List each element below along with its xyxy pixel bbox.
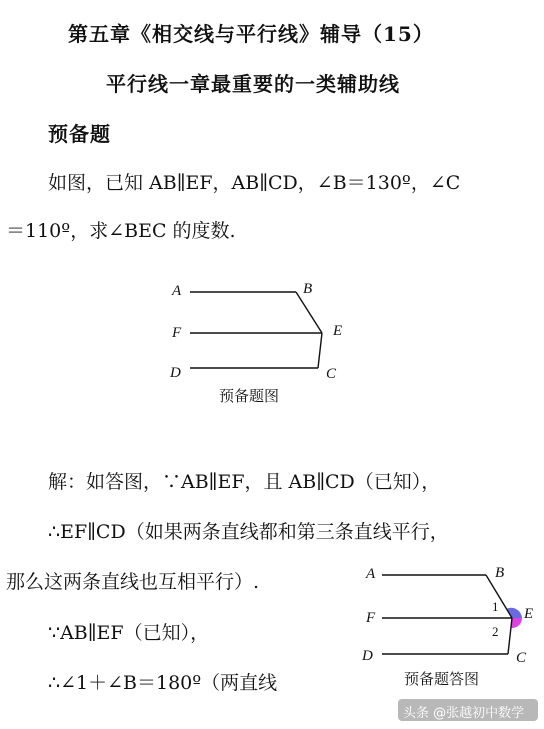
fig2-label-e: E <box>524 606 534 622</box>
fig1-label-d: D <box>170 365 181 381</box>
line-ec <box>318 333 322 368</box>
problem-line-2: ＝110º，求∠BEC 的度数. <box>6 220 236 242</box>
section-heading: 预备题 <box>48 122 111 146</box>
document-subtitle: 平行线一章最重要的一类辅助线 <box>106 72 400 96</box>
solution-line-5: ∴∠1＋∠B＝180º（两直线 <box>48 672 278 694</box>
fig2-caption: 预备题答图 <box>404 670 480 688</box>
solution-line-1: 解：如答图，∵AB∥EF，且 AB∥CD（已知）， <box>48 471 441 493</box>
fig2-label-c: C <box>516 650 527 666</box>
fig1-caption: 预备题图 <box>219 387 280 405</box>
solution-line-4: ∵AB∥EF（已知）， <box>48 622 210 644</box>
fig1-label-f: F <box>172 325 182 341</box>
watermark-text: 头条 @张越初中数学 <box>403 706 525 721</box>
fig1-label-b: B <box>303 281 313 297</box>
problem-line-1: 如图，已知 AB∥EF，AB∥CD，∠B＝130º，∠C <box>48 172 461 194</box>
angle-2-label: 2 <box>492 624 499 639</box>
document-title: 第五章《相交线与平行线》辅导（15） <box>68 22 434 46</box>
fig1-label-e: E <box>333 323 343 339</box>
line-ec-2 <box>508 618 512 654</box>
fig2-label-d: D <box>362 648 373 664</box>
line-be <box>296 292 322 333</box>
solution-line-2: ∴EF∥CD（如果两条直线都和第三条直线平行， <box>48 521 449 543</box>
fig1-label-a: A <box>172 283 182 299</box>
angle-1-label: 1 <box>492 599 499 614</box>
fig2-label-b: B <box>495 565 505 581</box>
solution-line-3: 那么这两条直线也互相平行）. <box>6 571 260 593</box>
angle-2-arc <box>511 618 522 628</box>
fig2-label-a: A <box>366 566 376 582</box>
fig1-label-c: C <box>326 366 337 382</box>
fig2-label-f: F <box>366 610 376 626</box>
